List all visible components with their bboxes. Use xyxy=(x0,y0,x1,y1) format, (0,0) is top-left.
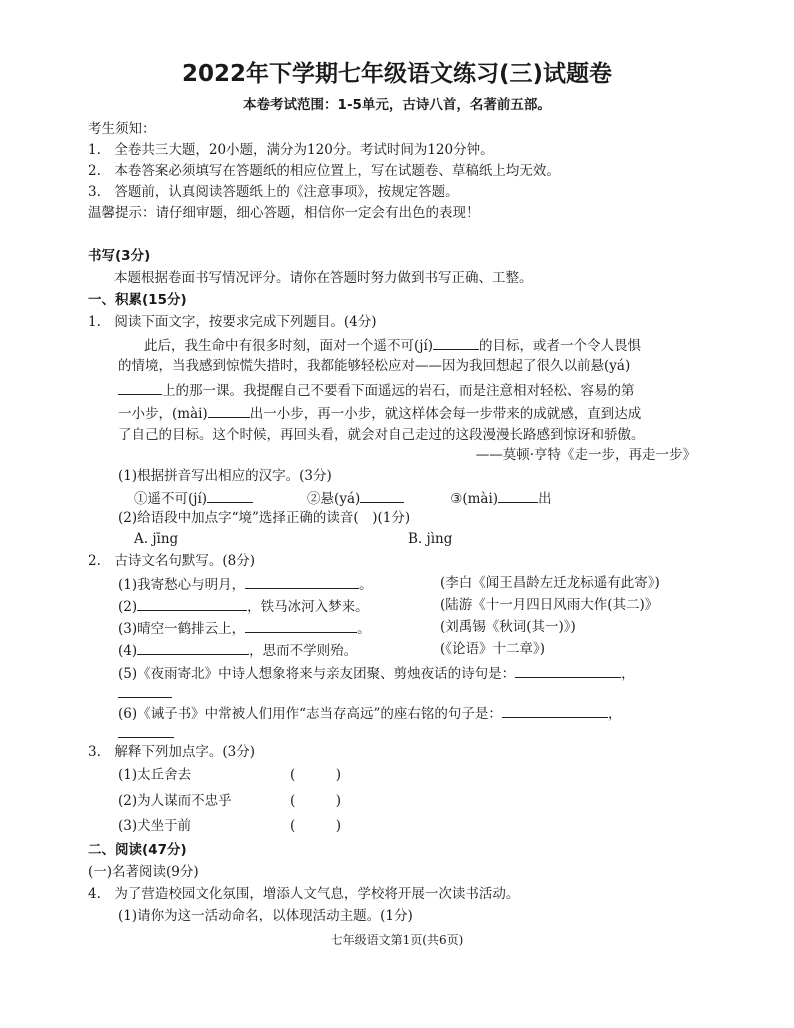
q2-line-4b: ，思而不学则殆。 xyxy=(249,643,358,659)
notice-item-2: 2. 本卷答案必须填写在答题纸的相应位置上，写在试题卷、草稿纸上均无效。 xyxy=(88,163,560,179)
notice-item-3: 3. 答题前，认真阅读答题纸上的《注意事项》，按规定答题。 xyxy=(88,184,459,200)
blank-ya[interactable] xyxy=(118,381,162,395)
q3-stem: 3. 解释下列加点字。(3分) xyxy=(88,744,256,760)
q2-line-1 xyxy=(118,575,373,594)
section2-part1: (一)名著阅读(9分) xyxy=(88,864,199,880)
q1-passage-line-2: 的情境，当我感到惊慌失措时，我都能够轻松应对——因为我回想起了很久以前悬(yá) xyxy=(118,358,631,374)
q2-source-3: (刘禹锡《秋词(其一)》) xyxy=(440,619,576,635)
q1-passage-1b: 的目标，或者一个令人畏惧 xyxy=(479,338,642,354)
notice-item-1: 1. 全卷共三大题，20小题，满分为120分。考试时间为120分钟。 xyxy=(88,142,494,158)
writing-heading: 书写(3分) xyxy=(88,248,151,264)
q1-passage-3a: 上的那一课。我提醒自己不要看下面遥远的岩石，而是注意相对轻松、容易的第 xyxy=(162,383,635,399)
q2-blank-2[interactable] xyxy=(137,597,247,611)
blank-ji[interactable] xyxy=(433,336,479,350)
q2-line-2b: ，铁马冰河入梦来。 xyxy=(247,599,369,615)
q2-line-3a: (3)晴空一鹤排云上， xyxy=(118,621,246,637)
q2-line-6-cont xyxy=(118,724,174,743)
q2-stem: 2. 古诗文名句默写。(8分) xyxy=(88,553,256,569)
q1-stem: 1. 阅读下面文字，按要求完成下列题目。(4分) xyxy=(88,314,377,330)
q2-line-5-comma: ， xyxy=(621,666,635,682)
q2-line-4 xyxy=(118,641,357,660)
q2-line-1b: 。 xyxy=(359,577,373,593)
q3-answer-1[interactable]: ( ) xyxy=(290,767,342,783)
q1-passage-line-4 xyxy=(118,404,641,423)
q4-stem: 4. 为了营造校园文化氛围，增添人文气息，学校将开展一次读书活动。 xyxy=(88,886,520,902)
q2-blank-6b[interactable] xyxy=(118,724,174,738)
q3-answer-3[interactable]: ( ) xyxy=(290,818,342,834)
notice-heading: 考生须知： xyxy=(88,121,156,137)
q1-source: ——莫顿·亨特《走一步，再走一步》 xyxy=(475,447,696,463)
q3-item-1: (1)太丘舍去 xyxy=(118,767,192,783)
q2-line-1a: (1)我寄愁心与明月， xyxy=(118,577,246,593)
q1-passage-line-1 xyxy=(144,336,641,355)
exam-scope: 本卷考试范围：1-5单元，古诗八首，名著前五部。 xyxy=(243,97,551,113)
q1-passage-4a: 一小步，(mài) xyxy=(118,406,208,422)
q3-item-2: (2)为人谋而不忠乎 xyxy=(118,793,232,809)
q2-line-2 xyxy=(118,597,369,616)
q2-blank-5b[interactable] xyxy=(118,684,172,698)
q3-answer-2[interactable]: ( ) xyxy=(290,793,342,809)
notice-tip: 温馨提示：请仔细审题，细心答题，相信你一定会有出色的表现！ xyxy=(88,205,480,221)
q1-sub1-b: ②悬(yá) xyxy=(307,491,361,507)
section1-heading: 一、积累(15分) xyxy=(88,292,187,308)
q2-line-5-text: (5)《夜雨寄北》中诗人想象将来与亲友团聚、剪烛夜话的诗句是： xyxy=(118,666,516,682)
answer-mai[interactable] xyxy=(498,489,538,503)
q2-blank-4[interactable] xyxy=(137,641,249,655)
writing-desc: 本题根据卷面书写情况评分。请你在答题时努力做到书写正确、工整。 xyxy=(114,270,533,286)
q2-line-5 xyxy=(118,664,635,683)
q3-item-3: (3)犬坐于前 xyxy=(118,818,192,834)
q1-sub1-answers xyxy=(134,489,552,508)
q2-source-1: (李白《闻王昌龄左迁龙标遥有此寄》) xyxy=(440,575,660,591)
q2-blank-5a[interactable] xyxy=(515,664,621,678)
q2-line-4a: (4) xyxy=(118,643,138,659)
q1-sub1-c: ③(mài) xyxy=(450,491,499,507)
q2-blank-3[interactable] xyxy=(245,619,357,633)
q2-line-6-text: (6)《诫子书》中常被人们用作“志当存高远”的座右铭的句子是： xyxy=(118,706,502,722)
q2-source-2: (陆游《十一月四日风雨大作(其二)》 xyxy=(440,597,659,613)
q1-option-a[interactable]: A. jīng xyxy=(134,531,179,547)
answer-ya[interactable] xyxy=(360,489,404,503)
q1-sub1: (1)根据拼音写出相应的汉字。(3分) xyxy=(118,468,332,484)
exam-title: 2022年下学期七年级语文练习(三)试题卷 xyxy=(181,61,613,87)
q1-sub2: (2)给语段中加点字“境”选择正确的读音( )(1分) xyxy=(118,510,411,526)
q2-line-6 xyxy=(118,704,621,723)
q2-source-4: (《论语》十二章》) xyxy=(440,641,546,657)
q1-sub1-a: ①遥不可(jí) xyxy=(134,491,208,507)
page-footer: 七年级语文第1页(共6页) xyxy=(330,933,464,947)
q4-sub1: (1)请你为这一活动命名，以体现活动主题。(1分) xyxy=(118,908,413,924)
q1-option-b[interactable]: B. jìng xyxy=(408,531,453,547)
q2-line-2a: (2) xyxy=(118,599,138,615)
q1-passage-line-5: 了自己的目标。这个时候，再回头看，就会对自己走过的这段漫漫长路感到惊讶和骄傲。 xyxy=(118,427,645,443)
q2-line-5-cont xyxy=(118,684,172,703)
answer-ji[interactable] xyxy=(207,489,253,503)
q1-sub1-c-tail: 出 xyxy=(538,491,552,507)
q1-passage-1a: 此后，我生命中有很多时刻，面对一个遥不可(jí) xyxy=(144,338,434,354)
q2-line-3b: 。 xyxy=(357,621,371,637)
q1-passage-4b: 出一小步，再一小步，就这样体会每一步带来的成就感，直到达成 xyxy=(249,406,642,422)
q2-line-6-comma: ， xyxy=(607,706,622,722)
q2-blank-1[interactable] xyxy=(245,575,359,589)
q1-passage-line-3 xyxy=(118,381,635,400)
section2-heading: 二、阅读(47分) xyxy=(88,842,187,858)
q2-line-3 xyxy=(118,619,371,638)
q2-blank-6a[interactable] xyxy=(502,704,608,718)
blank-mai[interactable] xyxy=(208,404,250,418)
